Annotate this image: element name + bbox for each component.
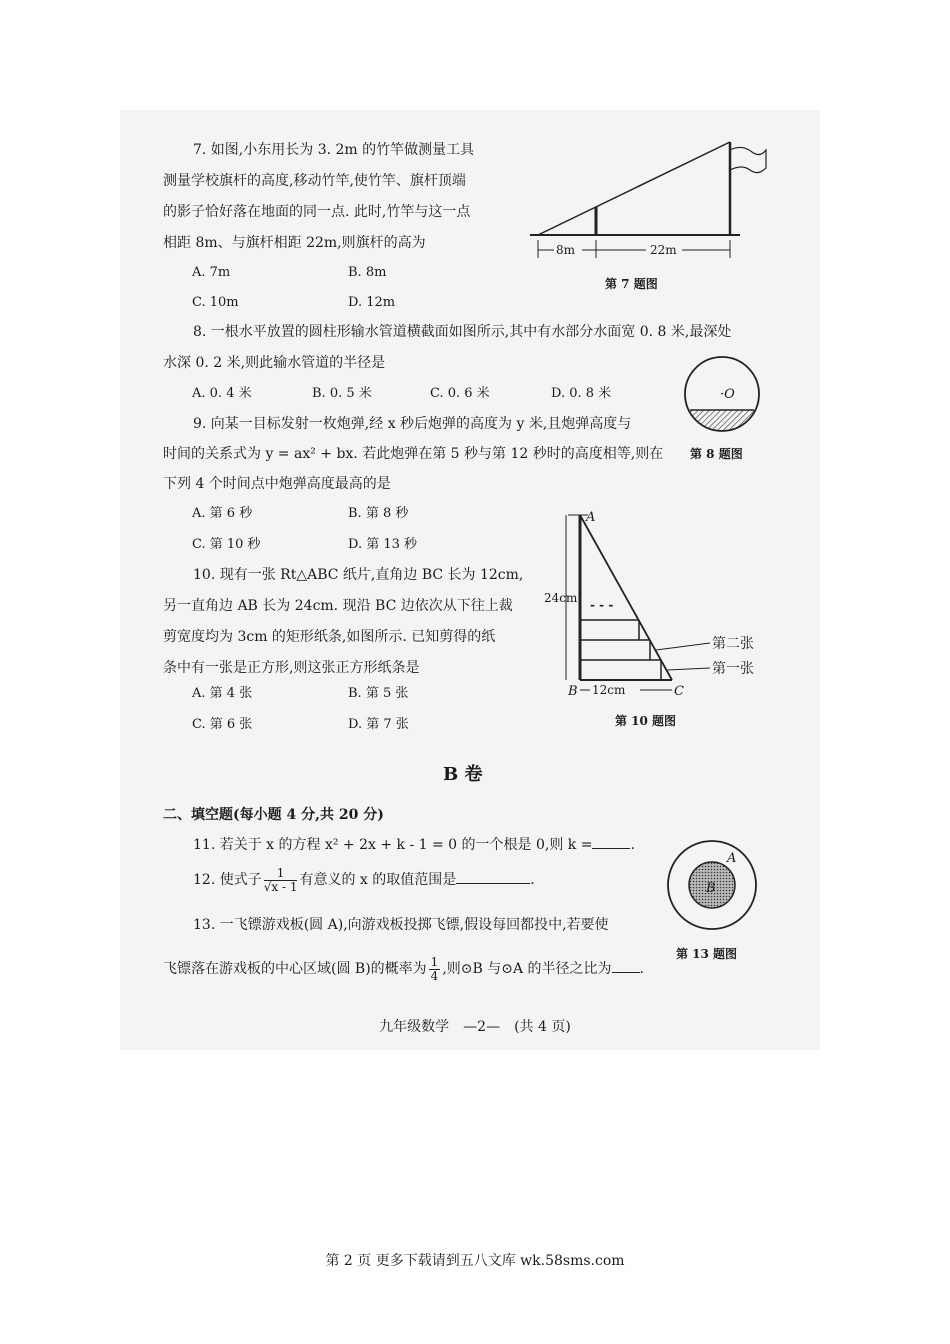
q9-option-a: A. 第 6 秒 — [192, 506, 253, 521]
q10-line-1: 10. 现有一张 Rt△ABC 纸片,直角边 BC 长为 12cm, — [193, 567, 524, 583]
q12-pre: 12. 使式子 — [193, 872, 262, 888]
q13-blank — [612, 972, 640, 973]
q10-label-a: A — [586, 510, 596, 525]
q13-line-1: 13. 一飞镖游戏板(圆 A),向游戏板投掷飞镖,假设每回都投中,若要使 — [193, 917, 609, 933]
q10-line-2: 另一直角边 AB 长为 24cm. 现沿 BC 边依次从下往上裁 — [163, 598, 513, 614]
q8-option-d: D. 0. 8 米 — [551, 386, 612, 401]
q8-option-c: C. 0. 6 米 — [430, 386, 490, 401]
q8-option-b: B. 0. 5 米 — [312, 386, 372, 401]
q13-numerator: 1 — [430, 954, 439, 969]
q12-end: . — [530, 872, 535, 888]
q13-label-b: B — [706, 881, 716, 896]
q7-line-2: 测量学校旗杆的高度,移动竹竿,使竹竿、旗杆顶端 — [163, 173, 466, 189]
q8-line-2: 水深 0. 2 米,则此输水管道的半径是 — [163, 355, 386, 371]
q9-line-2: 时间的关系式为 y = ax² + bx. 若此炮弹在第 5 秒与第 12 秒时的高度相等,则在 — [163, 446, 664, 462]
q13-fraction — [429, 956, 441, 983]
q8-caption: 第 8 题图 — [690, 447, 743, 461]
q13-caption: 第 13 题图 — [676, 947, 738, 961]
fill-in-heading: 二、填空题(每小题 4 分,共 20 分) — [163, 807, 384, 823]
q9-line-1: 9. 向某一目标发射一枚炮弹,经 x 秒后炮弹的高度为 y 米,且炮弹高度与 — [193, 416, 632, 432]
q8-line-1: 8. 一根水平放置的圆柱形输水管道横截面如图所示,其中有水部分水面宽 0. 8 米,最深处 — [193, 324, 732, 340]
q11-end: . — [630, 837, 635, 853]
q9-option-b: B. 第 8 秒 — [348, 506, 409, 521]
q9-option-d: D. 第 13 秒 — [348, 537, 418, 552]
q10-leader-strip1 — [667, 668, 710, 670]
page-label: 九年级数学 —2— (共 4 页) — [379, 1019, 571, 1035]
q10-label-c: C — [674, 684, 684, 699]
q10-strip1-label: 第一张 — [712, 661, 754, 677]
q7-option-c: C. 10m — [192, 295, 239, 310]
q7-option-d: D. 12m — [348, 295, 396, 310]
q10-option-d: D. 第 7 张 — [348, 717, 409, 732]
q8-figure — [684, 356, 794, 436]
q10-leader-strip2 — [656, 643, 710, 650]
q10-option-a: A. 第 4 张 — [192, 686, 253, 701]
q11-blank — [592, 848, 630, 849]
q10-figure — [540, 505, 770, 705]
q12-fraction — [264, 867, 298, 894]
section-b-title: B 卷 — [443, 764, 483, 785]
q13-post: ,则⊙B 与⊙A 的半径之比为 — [442, 961, 612, 977]
q9-line-3: 下列 4 个时间点中炮弹高度最高的是 — [163, 476, 391, 492]
q10-strip2-label: 第二张 — [712, 636, 754, 652]
q11-text: 11. 若关于 x 的方程 x² + 2x + k - 1 = 0 的一个根是 0,则 k = — [193, 837, 593, 853]
q13-pre: 飞镖落在游戏板的中心区域(圆 B)的概率为 — [163, 961, 427, 977]
q7-figure — [530, 140, 770, 270]
q10-option-b: B. 第 5 张 — [348, 686, 409, 701]
footer-text: 第 2 页 更多下载请到五八文库 wk.58sms.com — [325, 1253, 625, 1269]
q8-center-label: ·O — [720, 387, 735, 402]
q11-line — [193, 835, 635, 855]
q13-line-2 — [163, 955, 644, 983]
q10-height-label: 24cm — [544, 591, 578, 605]
q10-label-b: B — [568, 684, 578, 699]
q9-option-c: C. 第 10 秒 — [192, 537, 261, 552]
q12-denominator: √x - 1 — [263, 879, 298, 894]
q12-line — [193, 866, 535, 894]
q10-dots: - - - — [590, 598, 614, 612]
q13-denominator: 4 — [430, 968, 439, 983]
q7-line-4: 相距 8m、与旗杆相距 22m,则旗杆的高为 — [163, 235, 426, 251]
q7-option-b: B. 8m — [348, 265, 387, 280]
q12-numerator: 1 — [264, 867, 298, 881]
q10-base-label: 12cm — [592, 683, 626, 697]
q10-line-4: 条中有一张是正方形,则这张正方形纸条是 — [163, 660, 420, 676]
q13-label-a: A — [727, 851, 737, 866]
q13-figure — [665, 838, 765, 938]
q7-hypotenuse-line — [538, 142, 730, 235]
q7-flag-icon — [730, 147, 766, 172]
q12-blank — [456, 883, 530, 884]
q7-caption: 第 7 题图 — [605, 277, 658, 291]
q7-line-3: 的影子恰好落在地面的同一点. 此时,竹竿与这一点 — [163, 204, 471, 220]
q7-line-1: 7. 如图,小东用长为 3. 2m 的竹竿做测量工具 — [193, 142, 475, 158]
q7-length-8m: 8m — [556, 243, 576, 257]
q8-option-a: A. 0. 4 米 — [192, 386, 252, 401]
q12-post: 有意义的 x 的取值范围是 — [299, 872, 457, 888]
q13-end: . — [639, 961, 644, 977]
q10-caption: 第 10 题图 — [615, 714, 677, 728]
q10-option-c: C. 第 6 张 — [192, 717, 253, 732]
q7-option-a: A. 7m — [192, 265, 231, 280]
q10-line-3: 剪宽度均为 3cm 的矩形纸条,如图所示. 已知剪得的纸 — [163, 629, 496, 645]
q7-length-22m: 22m — [650, 243, 677, 257]
